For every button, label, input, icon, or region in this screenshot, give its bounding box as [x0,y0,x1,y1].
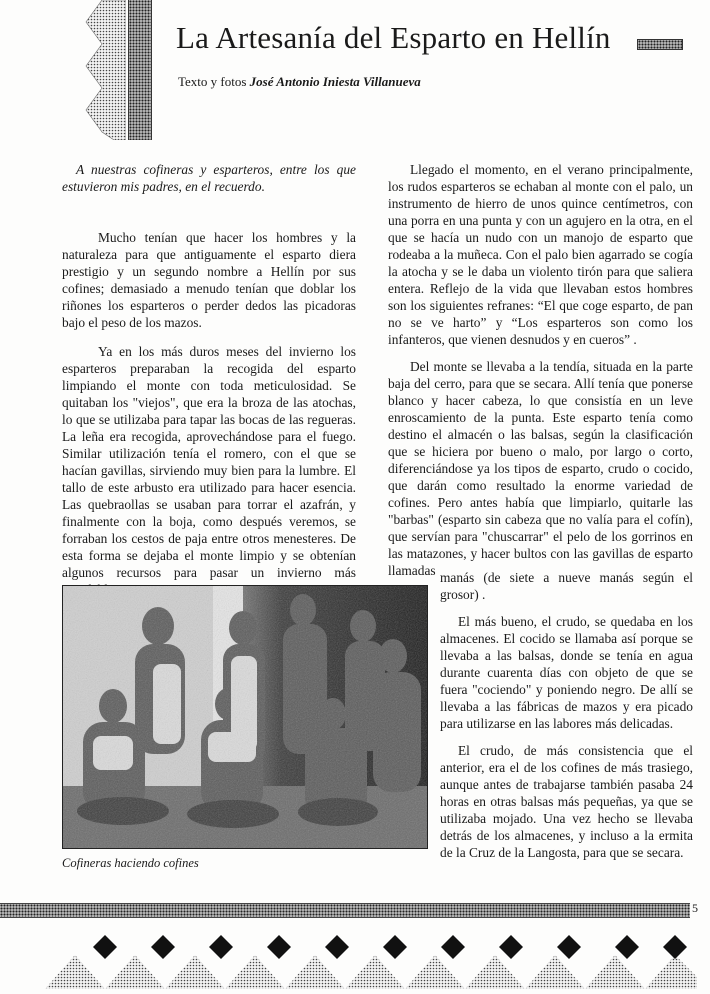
paragraph: Ya en los más duros meses del invierno los esparteros preparaban la recogida del esparto limpiando el monte con toda meticulosidad. Se quitaban los "viejos", que era la broza de las atochas, lo que se utilizaba para tapar las bocas de las regueras. La leña era recogida, aprovechándose para el fuego. Similar utilización tenía el romero, con el que se hacían gavillas, sirviendo muy bien para la lumbre. El tallo de este arbusto era utilizado para hacer esencia. Las quebraollas se usaban para torrar el azafrán, y finalmente con la boja, como después veremos, se forraban los cestos de paja entre otros menesteres. De esta forma se dejaba el monte limpio y se obtenían algunos recursos para pasar un invierno más [62,344,356,580]
page-number: 5 [692,901,698,915]
paragraph: Del monte se llevaba a la tendía, situada en la parte baja del cerro, para que se secara. Allí tenía que ponerse blanco y hacer cabeza, lo que consistía en un leve enroscamiento de la punta. Este esparto tenía como destino el almacén o las balsas, según la clasificación que se hiciera por bueno o malo, por largo o corto, diferenciándose ya los tipos de esparto, crudo o cocido, que darán como resultado la enorme variedad de cofines. Pero antes había que limpiarlo, quitarle las "barbas" (esparto sin cabeza que no valía para el cofín), que servían para "chuscarrar" el pelo de los gorrinos en las matazones, y hacer bultos con las gavillas de esparto llamadas [388,359,693,578]
article-photo [62,585,428,849]
header-zigzag-ornament [72,0,126,140]
header-vertical-bar [128,0,152,140]
photo-caption: Cofineras haciendo cofines [62,856,199,870]
title-end-bar [637,39,683,50]
paragraph: Mucho tenían que hacer los hombres y la naturaleza para que antiguamente el esparto diera prestigio y un segundo nombre a Hellín por sus cofines; demasiado a menudo tenían que doblar los riñones los esparteros o perder dedos las picadoras bajo el peso de los mazos. [62,230,356,330]
photo-illustration [63,586,427,848]
byline [178,74,421,90]
footer-diamond-ornament [45,925,697,989]
right-column [388,161,693,579]
article-title: La Artesanía del Esparto en Hellín [176,20,611,55]
paragraph: El más bueno, el crudo, se quedaba en los almacenes. El cocido se llamaba así porque se llevaba a las balsas, donde se tenía en agua durante cuarenta días con objeto de que se fuera "cociendo" y poniendo negro. De allí se llevaba a las fábricas de mazos y era picado para utilizarse en las labores más delicadas. [440,614,693,731]
paragraph-continuation: manás (de siete a nueve manás según el grosor) . [440,570,693,602]
paragraph: Llegado el momento, en el verano principalmente, los rudos esparteros se echaban al monte con el palo, un instrumento de hierro de unos quince centímetros, con una porra en una punta y con un agujero en la otra, en el que se hacía un nudo con un manojo de esparto que rodeaba a la muñeca. Con el palo bien agarrado se cogía la atocha y se le daba un violento tirón para que saliera entera. Reflejo de la vida que llevaban estos hombres son los siguientes refranes: “El que coge esparto, de pan no se ve harto” y “Los esparteros son como los infanteros, que vienen desnudos y en cueros” . [388,162,693,347]
paragraph: El crudo, de más consistencia que el anterior, era el de los cofines de más trasiego, aunque antes de trabajarse también pasaba 24 horas en otras balsas más pequeñas, ya que se utilizaba mojado. Una vez hecho se llevaba detrás de los almacenes, y incluso a la ermita de la Cruz de la Langosta, para que se secara. [440,743,693,860]
left-column [62,161,356,598]
byline-author: José Antonio Iniesta Villanueva [249,74,421,89]
dedication: A nuestras cofineras y esparteros, entre los que estuvieron mis padres, en el recuerdo. [62,162,356,194]
right-column-wrap [440,569,693,861]
byline-prefix: Texto y fotos [178,74,247,89]
footer-strip [0,903,690,918]
